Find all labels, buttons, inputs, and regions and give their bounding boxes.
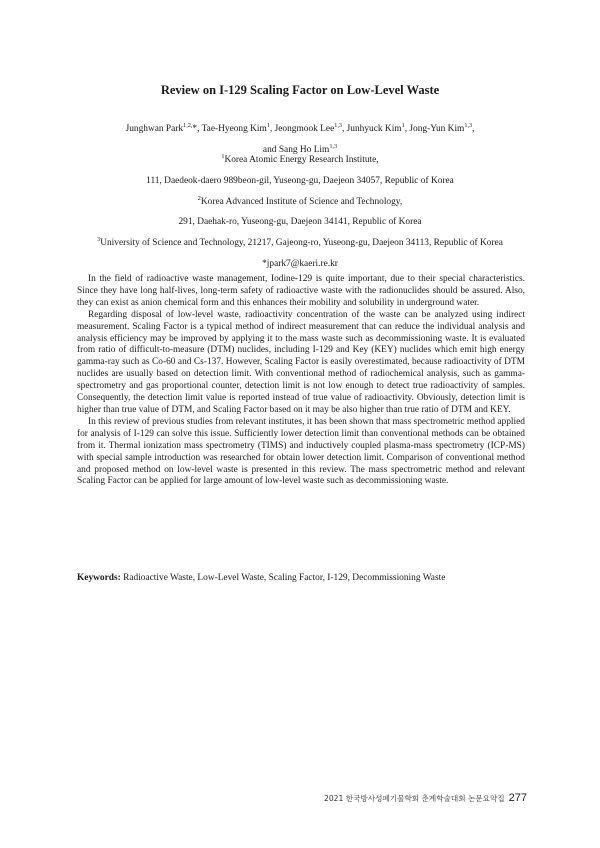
author: and Sang Ho Lim$^{1,3}$ [262,142,338,155]
page-number: 277 [508,792,527,804]
affiliation-line: $^3$University of Science and Technology, 21217, Gajeong-ro, Yuseong-gu, Daejeon 34113, Republic of Korea [97,236,503,249]
author: Junghwan Park$^{1,2,}$* [125,122,198,134]
keywords-label: Keywords: [77,573,121,583]
author-list: Junghwan Park$^{1,2,}$*, Tae-Hyeong Kim$^1$, Jeongmook Lee$^{1,3}$, Junhyuck Kim$^1$, Jong-Yun Kim$^{1,3}$, and Sang Ho Lim$^{1,3}$ [125,122,475,155]
abstract [77,274,525,488]
affiliation-line: $^2$Korea Advanced Institute of Science and Technology, [197,194,403,207]
paper-title: Review on I-129 Scaling Factor on Low-Level Waste [160,83,440,97]
abstract-paragraph: In the field of radioactive waste management, Iodine-129 is quite important, due to their special characteristics. Since they have long half-lives, long-term safety of radioactive waste with the radionuclides should be assured. Also, they can exist as anion chemical form and this enhances their mobility and solubility in underground water. [77,274,525,308]
author: Junhyuck Kim$^1$ [346,122,405,134]
author: Tae-Hyeong Kim$^1$ [201,122,270,134]
affiliation-line: 291, Daehak-ro, Yuseong-gu, Daejeon 34141, Republic of Korea [178,217,422,228]
author: Jeongmook Lee$^{1,3}$ [274,122,342,134]
proceedings-title: 2021 한국방사성폐기물학회 춘계학술대회 논문요약집 [324,794,505,803]
affiliation-line: $^1$Korea Atomic Energy Research Institute, [221,153,379,165]
keywords-text: Radioactive Waste, Low-Level Waste, Scaling Factor, I-129, Decommissioning Waste [123,573,446,583]
abstract-paragraph: Regarding disposal of low-level waste, radioactivity concentration of the waste can be analyzed using indirect measurement. Scaling Factor is a typical method of indirect measurement that can reduce the individual analysis and analysis efficiency may be improved by applying it to the mass waste such as decommissioning waste. It is evaluated from ratio of difficult-to-measure (DTM) nuclides, including I-129 and Key (KEY) nuclides which emit high energy gamma-ray such as Co-60 and Cs-137. However, Scaling Factor is easily overestimated, because radioactivity of DTM nuclides are usually based on detection limit. With conventional method of radiochemical analysis, such as gamma-spectrometry and gas proportional counter, detection limit is not low enough to detect true radioactivity of samples. Consequently, the detection limit value is reported instead of true value of radioactivity. Obviously, detection limit is higher than true value of DTM, and Scaling Factor based on it may be also higher than true ratio of DTM and KEY. [77,309,525,415]
page-footer [324,792,527,804]
corresponding-email: *jpark7@kaeri.re.kr [262,258,338,269]
affiliation-block [40,150,560,275]
keywords [77,572,525,584]
abstract-paragraph: In this review of previous studies from relevant institutes, it has been shown that mass spectrometric method applied for analysis of I-129 can solve this issue. Sufficiently lower detection limit than conventional methods can be obtained from it. Thermal ionization mass spectrometry (TIMS) and inductively coupled plasma-mass spectrometry (ICP-MS) with special sample introduction was researched for obtain lower detection limit. Comparison of conventional method and proposed method on low-level waste is presented in this review. The mass spectrometric method and relevant Scaling Factor can be applied for large amount of low-level waste such as decommissioning waste. [77,416,525,487]
affiliation-line: 111, Daedeok-daero 989beon-gil, Yuseong-gu, Daejeon 34057, Republic of Korea [146,175,454,186]
author: Jong-Yun Kim$^{1,3}$ [409,122,473,134]
